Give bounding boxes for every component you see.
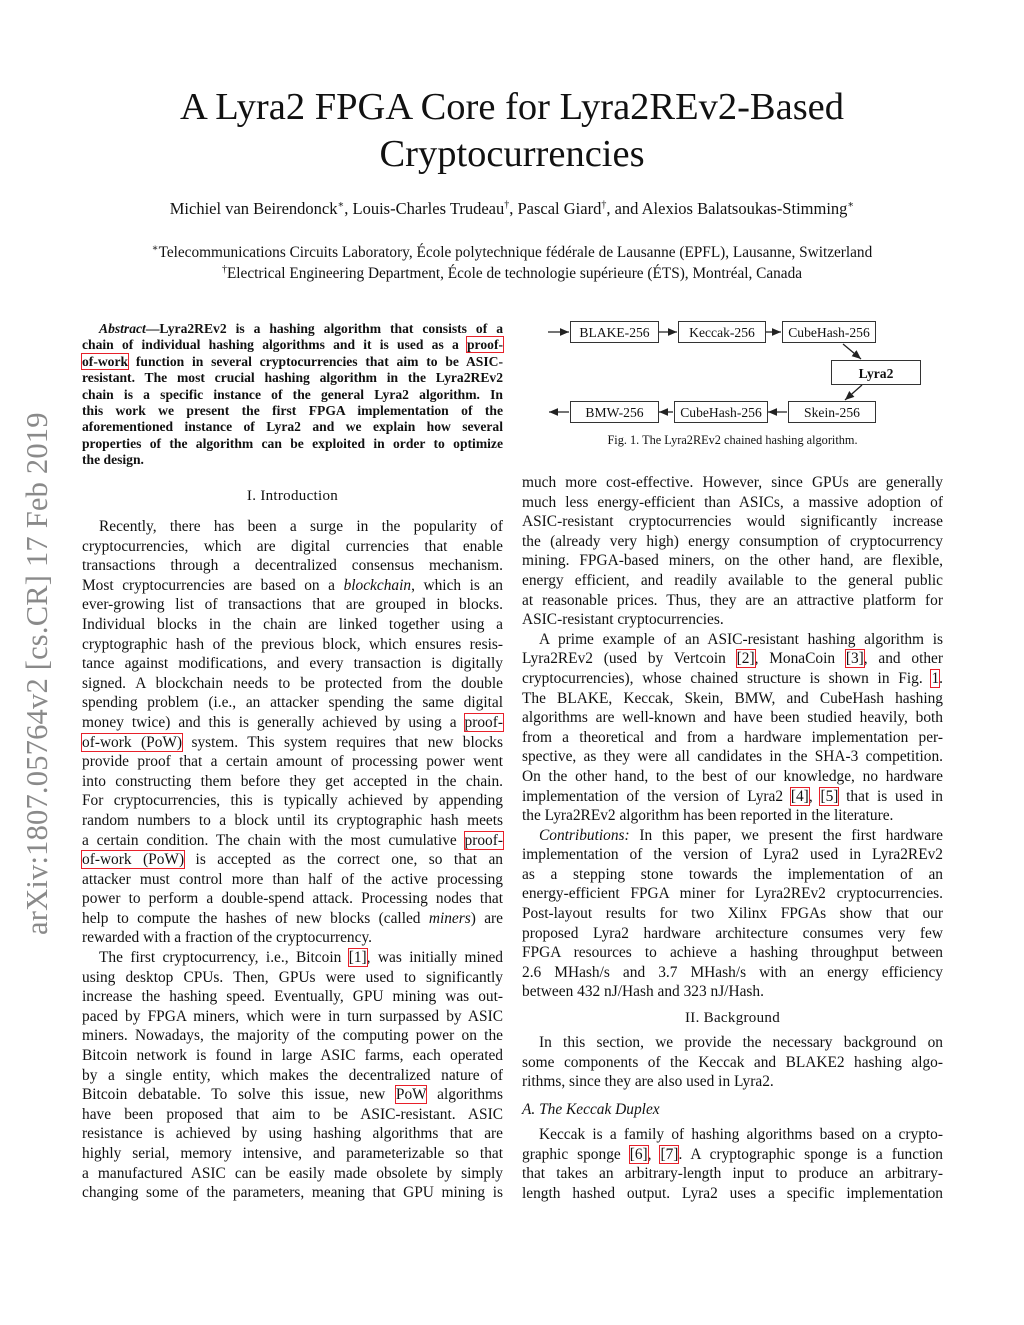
reference-link[interactable]: of-work (PoW) [82,851,185,869]
reference-link[interactable]: of-work [82,353,129,369]
background-intro [522,1033,943,1092]
text-line: spending problem (i.e., an attacker spending the same digital [82,694,503,712]
reference-link[interactable]: proof- [467,337,503,353]
text-line: paced by FPGA miners, which were in turn surpassed by ASIC [82,1007,503,1025]
text-line: the design. [82,452,144,468]
affiliation-text: Electrical Engineering Department, École de technologie supérieure (ÉTS), Montréal, Canada [226,265,803,283]
reference-link[interactable]: proof- [464,713,503,731]
figure-1 [0,0,1024,460]
text-line: help to compute the hashes of new blocks (called miners) are [82,909,503,927]
text-line: chain of individual hashing algorithms and it is used as a proof- [82,337,503,353]
text-line: using desktop CPUs. Then, GPUs were used to significantly [82,968,503,986]
box-skein-256: Skein-256 [788,401,876,423]
text-line: random numbers to a block until its cryptographic hash meets [82,811,503,829]
reference-link[interactable]: [1] [348,949,367,967]
author-mark: † [601,199,607,211]
text-line: some components of the Keccak and BLAKE2 hashing algo- [522,1053,943,1071]
text-line: Keccak is a family of hashing algorithms based on a crypto- [539,1126,943,1143]
text-line: miners. Nowadays, the majority of the computing power on the [82,1027,503,1045]
emphasis-text: Abstract [99,321,146,336]
reference-link[interactable]: 1 [931,669,940,687]
reference-link[interactable]: [6] [629,1145,648,1163]
text-line: highly serial, memory intensive, and parameterizable so that [82,1145,503,1162]
text-line: Recently, there has been a surge in the popularity of [99,518,503,535]
reference-link[interactable]: proof- [464,831,503,849]
emphasis-text: Contributions: [539,826,630,844]
text-line: ASIC-resistant cryptocurrencies. [522,611,724,629]
affiliation-text: Telecommunications Circuits Laboratory, École polytechnique fédérale de Lausanne (EPFL), Lausanne, Switzerland [158,244,873,262]
text-line: chain is a specific instance of the general Lyra2 algorithm. In [82,386,503,402]
text-line: Abstract—Lyra2REv2 is a hashing algorithm that consists of a [99,321,503,336]
text-line: algorithms are well-known and have been studied heavily, both [522,709,943,727]
text-line: properties of the algorithm can be exploited in order to optimize [82,435,503,451]
author-name: Alexios Balatsoukas-Stimming [641,199,848,218]
text-line: implementation of the version of Lyra2 used in Lyra2REv2 [522,846,943,864]
right-column-body [522,473,943,1002]
text-line: signed. A blockchain needs to be protected from the double [82,674,503,692]
author-mark: ∗ [337,199,345,211]
text-line: a manufactured ASIC can be easily made obsolete by simply [82,1164,503,1182]
text-line: resistance is achieved by using hashing algorithms that are [82,1125,503,1143]
text-line: that takes an arbitrary-length input to produce an arbitrary- [522,1165,943,1183]
reference-link[interactable]: [5] [820,787,839,805]
text-line: A prime example of an ASIC-resistant hashing algorithm is [539,630,943,648]
text-line: Contributions: In this paper, we present the first hardware [539,826,943,844]
text-line: by a single entity, which makes the decentralized nature of [82,1066,503,1084]
text-line: the (already very high) energy consumption of cryptocurrency [522,532,943,550]
figure-caption: Fig. 1. The Lyra2REv2 chained hashing algorithm. [607,433,858,447]
box-blake-256: BLAKE-256 [570,321,659,343]
author-name: Pascal Giard [517,199,602,218]
text-line: resistant. The most crucial hashing algorithm in the Lyra2REv2 [82,370,503,386]
text-line: into constructing them before they get accepted in the chain. [82,772,503,790]
text-line: changing some of the parameters, meaning that GPU mining is [82,1184,503,1202]
text-line: this work we present the first FPGA implementation of the [82,402,503,418]
title-line-2: Cryptocurrencies [379,133,645,175]
arrow [843,344,861,359]
text-line: Post-layout results for two Xilinx FPGAs show that our [522,905,943,923]
text-line: proposed Lyra2 hardware architecture consumes very few [522,924,943,942]
text-line: energy-efficient FPGA miner for Lyra2REv2 cryptocurrencies. [522,885,943,903]
emphasis-text: blockchain [343,576,412,594]
text-line: of-work function in several cryptocurrencies that aim to be ASIC- [82,353,503,369]
text-line: For cryptocurrencies, this is typically achieved by appending [82,792,503,810]
text-line: FPGA resources to achieve a hashing throughput between [522,944,943,962]
text-line: Bitcoin network is found in large ASIC farms, each operated [82,1047,503,1065]
text-line: length hashed output. Lyra2 uses a specific implementation [522,1184,943,1202]
text-line: the Lyra2REv2 algorithm has been reported in the literature. [522,807,894,825]
text-line: power to perform a double-spend attack. Processing nodes that [82,890,503,908]
text-line: Lyra2REv2 (used by Vertcoin [2], MonaCoin [3], and other [522,650,943,668]
subsection-heading-keccak-duplex: A. The Keccak Duplex [522,1101,660,1118]
arrow [845,385,862,400]
box-cubehash-256: CubeHash-256 [782,321,876,343]
text-line: rewarded with a fraction of the cryptocurrency. [82,929,373,947]
text-line: Bitcoin debatable. To solve this issue, new PoW algorithms [82,1086,503,1104]
text-line: cryptocurrencies, which are digital currencies that enable [82,537,503,555]
text-line: attacker must control more than half of the active processing [82,870,503,888]
text-line: have been proposed that aim to be ASIC-resistant. ASIC [82,1105,503,1123]
text-line: energy efficient, and readily available to the general public [522,571,943,589]
text-line: as a stepping stone towards the implementation of an [522,865,943,883]
reference-link[interactable]: [2] [736,650,755,668]
text-line: The first cryptocurrency, i.e., Bitcoin [1], was initially mined [99,949,503,967]
text-line: cryptographic hash of the previous block, which ensures resis- [82,635,503,653]
box-lyra2: Lyra2 [831,360,921,385]
emphasis-text: miners [428,909,471,927]
text-line: from a theoretical and from a hardware implementation per- [522,728,943,746]
box-bmw-256: BMW-256 [570,401,659,423]
text-line: On the other hand, to the best of our knowledge, no hardware [522,767,943,785]
text-line: cryptocurrencies), whose chained structure is shown in Fig. 1. [522,669,943,687]
text-line: between 432 nJ/Hash and 323 nJ/Hash. [522,983,764,1001]
arxiv-identifier: arXiv:1807.05764v2 [cs.CR] 17 Feb 2019 [20,412,54,935]
text-line: much more cost-effective. However, since GPUs are generally [522,474,943,491]
text-line: money twice) and this is generally achieved by using a proof- [82,713,503,731]
text-line: ever-growing list of transactions that are grouped in blocks. [82,596,503,614]
text-line: Most cryptocurrencies are based on a blockchain, which is an [82,576,503,594]
affiliation-mark: ∗ [151,243,159,254]
keccak-duplex-body [522,1125,943,1203]
text-line: The BLAKE, Keccak, Skein, BMW, and CubeHash hashing [522,689,943,707]
text-line: rithms, since they are also used in Lyra2. [522,1073,774,1091]
title-line-1: A Lyra2 FPGA Core for Lyra2REv2-Based [179,86,845,128]
affiliation-mark: † [221,264,227,275]
text-line: much less energy-efficient than ASICs, a massive adoption of [522,493,943,511]
reference-link[interactable]: PoW [395,1086,427,1104]
box-cubehash-256-second: CubeHash-256 [674,401,768,423]
text-line: tance against modifications, and every transaction is digitally [82,655,503,673]
separator: , [509,199,518,218]
separator: , and [606,199,642,218]
text-line: spective, as they were all candidates in the SHA-3 competition. [522,748,943,766]
reference-link[interactable]: of-work (PoW) [82,733,183,751]
separator: , [344,199,353,218]
text-line: a certain condition. The chain with the most cumulative proof- [82,831,503,849]
reference-link[interactable]: [7] [660,1145,679,1163]
reference-link[interactable]: [3] [845,650,864,668]
text-line: provide proof that a certain amount of processing power went [82,753,503,771]
text-line: at reasonable prices. Thus, they are an attractive platform for [522,591,943,609]
text-line: In this section, we provide the necessary background on [539,1034,943,1051]
author-mark: † [504,199,510,211]
box-keccak-256: Keccak-256 [678,321,766,343]
text-line: aforementioned instance of Lyra2 and we explain how several [82,419,503,435]
section-heading-background: II. Background [684,1010,780,1026]
section-heading-introduction: I. Introduction [246,488,339,504]
text-line: of-work (PoW) system. This system requires that new blocks [82,733,503,751]
text-line: graphic sponge [6], [7]. A cryptographic sponge is a function [522,1145,943,1163]
author-mark: ∗ [847,199,855,211]
text-line: Individual blocks in the chain are linked together using a [82,615,503,633]
text-line: mining. FPGA-based miners, on the other hand, are flexible, [522,552,943,570]
text-line: 2.6 MHash/s and 3.7 MHash/s with an energy efficiency [522,963,943,981]
author-name: Louis-Charles Trudeau [352,199,505,218]
text-line: transactions through a decentralized consensus mechanism. [82,557,503,575]
figure-arrows [0,0,1024,460]
reference-link[interactable]: [4] [790,787,809,805]
text-line: increase the hashing speed. Eventually, GPU mining was out- [82,988,503,1006]
text-line: implementation of the version of Lyra2 [4], [5] that is used in [522,787,943,805]
author-name: Michiel van Beirendonck [169,199,338,218]
left-column-body [82,517,503,1203]
text-line: ASIC-resistant cryptocurrencies would significantly increase [522,513,943,531]
text-line: of-work (PoW) is accepted as the correct one, so that an [82,851,503,869]
